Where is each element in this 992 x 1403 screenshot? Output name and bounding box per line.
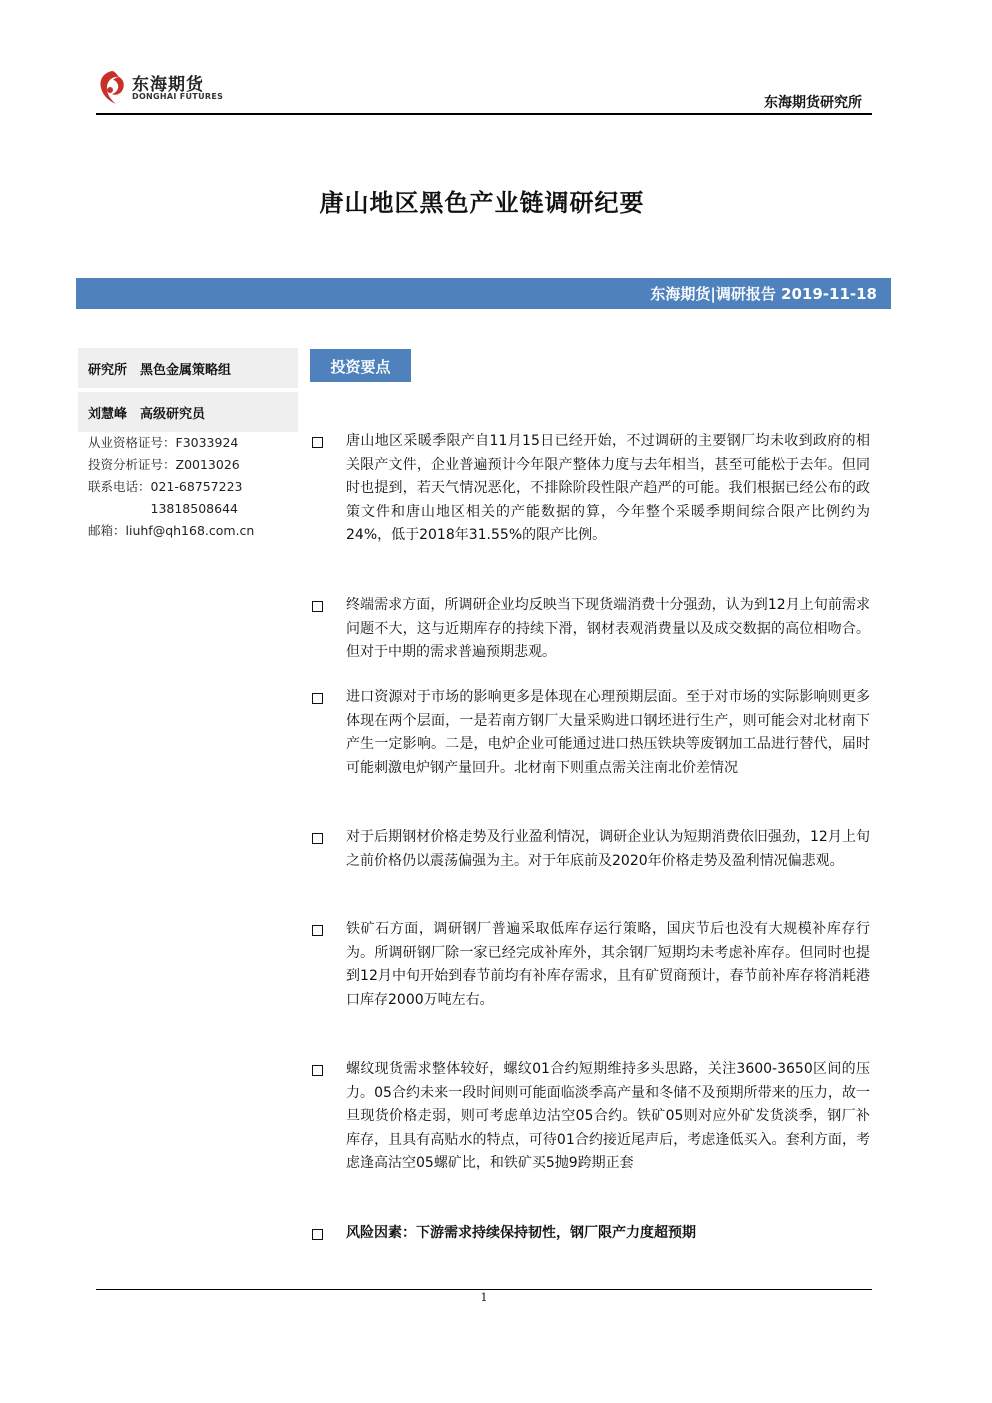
contact-qualification: 从业资格证号：F3033924 [88, 435, 239, 450]
report-title: 唐山地区黑色产业链调研纪要 [319, 189, 645, 217]
bullet-text: 终端需求方面，所调研企业均反映当下现货端消费十分强劲，认为到12月上旬前需求问题不大，这与近期库存的持续下滑，钢材表观消费量以及成交数据的高位相吻合。但对于中期的需求普遍预期悲观。 [346, 597, 870, 660]
contact-mobile: 13818508644 [88, 501, 238, 516]
bullet-text: 铁矿石方面，调研钢厂普遍采取低库存运行策略，国庆节后也没有大规模补库存行为。所调研钢厂除一家已经完成补库外，其余钢厂短期均未考虑补库存。但同时也提到12月中旬开始到春节前均有补库存需求，且有矿贸商预计，春节前补库存将消耗港口库存2000万吨左右。 [346, 921, 870, 1008]
key-points-label-text: 投资要点 [330, 358, 391, 376]
footer-divider [96, 1289, 872, 1290]
checkbox-bullet-icon [312, 833, 323, 844]
risk-factors-text: 风险因素：下游需求持续保持韧性，钢厂限产力度超预期 [346, 1225, 696, 1241]
checkbox-bullet-icon [312, 693, 323, 704]
bullet-text: 唐山地区采暖季限产自11月15日已经开始，不过调研的主要钢厂均未收到政府的相关限产文件，企业普遍预计今年限产整体力度与去年相当，甚至可能松于去年。但同时也提到，若天气情况恶化，不排除阶段性限产趋严的可能。我们根据已经公布的政策文件和唐山地区相关的产能数据的算，今年整个采暖季期间综合限产比例约为24%，低于2018年31.55%的限产比例。 [346, 433, 870, 543]
report-banner [76, 278, 891, 309]
bullet-text: 对于后期钢材价格走势及行业盈利情况，调研企业认为短期消费依旧强劲，12月上旬之前价格仍以震荡偏强为主。对于年底前及2020年价格走势及盈利情况偏悲观。 [346, 829, 870, 869]
contact-email: 邮箱：liuhf@qh168.com.cn [88, 523, 255, 538]
sidebar-department-row [78, 348, 298, 388]
logo-english-name: DONGHAI FUTURES [132, 92, 224, 101]
dragon-logo-icon [96, 68, 128, 108]
logo-chinese-name: 东海期货 [132, 75, 204, 95]
page-number: 1 [480, 1291, 488, 1304]
bullet-text: 进口资源对于市场的影响更多是体现在心理预期层面。至于对市场的实际影响则更多体现在两个层面，一是若南方钢厂大量采购进口钢坯进行生产，则可能会对北材南下产生一定影响。二是，电炉企业可能通过进口热压铁块等废钢加工品进行替代，届时可能刺激电炉钢产量回升。北材南下则重点需关注南北价差情况 [346, 689, 870, 776]
sidebar-analyst: 刘慧峰 高级研究员 [88, 407, 206, 422]
header-divider [96, 113, 872, 115]
bullet-text: 螺纹现货需求整体较好，螺纹01合约短期维持多头思路，关注3600-3650区间的压力。05合约未来一段时间则可能面临淡季高产量和冬储不及预期所带来的压力，故一旦现货价格走弱，则可考虑单边沽空05合约。铁矿05则对应外矿发货淡季，钢厂补库存，且具有高贴水的特点，可待01合约接近尾声后，考虑逢低买入。套利方面，考虑逢高沽空05螺矿比，和铁矿买5抛9跨期正套 [346, 1061, 870, 1171]
banner-text: 东海期货|调研报告 2019-11-18 [650, 285, 877, 303]
checkbox-bullet-icon [312, 1229, 323, 1240]
institute-name: 东海期货研究所 [764, 95, 862, 111]
checkbox-bullet-icon [312, 601, 323, 612]
contact-phone: 联系电话：021-68757223 [88, 479, 243, 494]
sidebar-department: 研究所 黑色金属策略组 [88, 363, 232, 378]
checkbox-bullet-icon [312, 1065, 323, 1076]
contact-analysis-cert: 投资分析证号：Z0013026 [88, 457, 240, 472]
sidebar-analyst-row [78, 392, 298, 432]
donghai-logo [96, 66, 236, 112]
checkbox-bullet-icon [312, 437, 323, 448]
checkbox-bullet-icon [312, 925, 323, 936]
key-points-label [310, 349, 411, 382]
